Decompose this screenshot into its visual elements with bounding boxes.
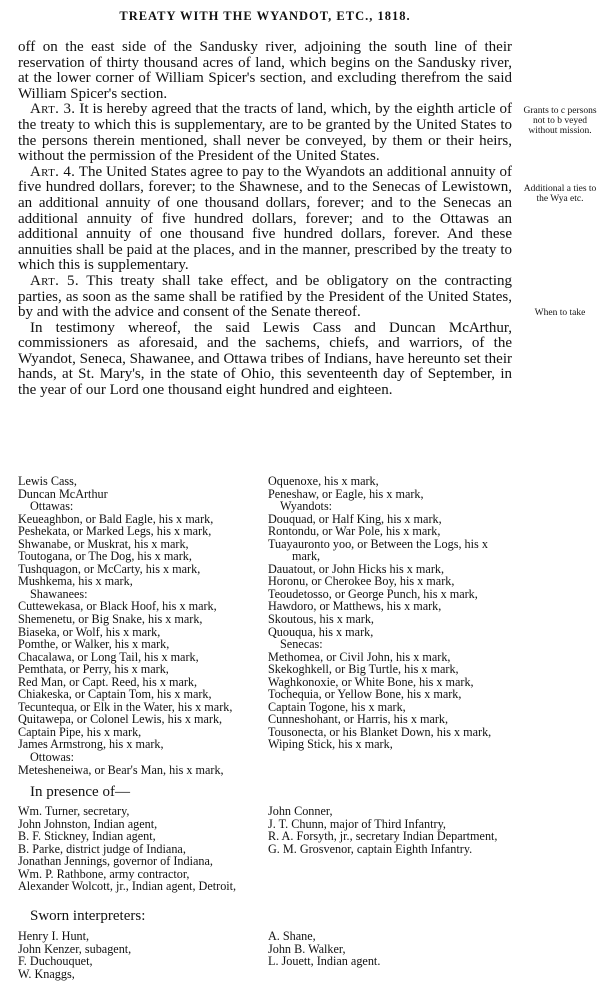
article-5 [18,274,512,321]
witness-line: B. Parke, district judge of Indiana, [18,841,186,856]
signature-line: Lewis Cass, [18,474,77,488]
tribe-heading: Shawanees: [30,586,88,601]
signature-line: Shwanabe, or Muskrat, his x mark, [18,536,189,551]
signature-line: Wiping Stick, his x mark, [268,737,393,752]
signature-line: Red Man, or Capt. Reed, his x mark, [18,674,198,689]
signature-line: Captain Togone, his x mark, [268,699,406,714]
signature-line: Chiakeska, or Captain Tom, his x mark, [18,687,212,702]
signatures-right-column [268,475,513,751]
witness-line: B. F. Stickney, Indian agent, [18,829,156,844]
signature-line: Methomea, or Civil John, his x mark, [268,649,451,664]
signature-line: Rontondu, or War Pole, his x mark, [268,524,441,539]
signature-line: Peshekata, or Marked Legs, his x mark, [18,524,212,539]
signature-line: Duncan McArthur [18,486,108,501]
signature-line: Horonu, or Cherokee Boy, his x mark, [268,574,455,589]
witness-line: John Conner, [268,804,333,818]
witness-line: Wm. P. Rathbone, army contractor, [18,866,190,881]
interpreter-line: John B. Walker, [268,941,346,956]
interpreter-line: Henry I. Hunt, [18,929,90,943]
presence-title: In presence of— [30,784,130,800]
signature-line: Metesheneiwa, or Bear's Man, his x mark, [18,762,224,777]
tribe-heading: Ottowas: [30,750,75,765]
tribe-heading: Ottawas: [30,499,74,514]
signature-line: Cunneshohant, or Harris, his x mark, [268,712,449,727]
signature-line: James Armstrong, his x mark, [18,737,164,752]
signature-line: Pemthata, or Perry, his x mark, [18,662,169,677]
article-5-label: Art. 5. [30,272,79,289]
signature-line: Oquenoxe, his x mark, [268,474,379,488]
tribe-heading: Senecas: [280,637,323,652]
article-4-label: Art. 4. [30,163,76,180]
treaty-body [18,40,512,399]
signature-line: Skoutous, his x mark, [268,612,374,627]
article-3-text: It is hereby agreed that the tracts of land, which, by the eighth article of the treaty to which this is supplementary, are to be granted by the United States to the persons therein mentioned, shall never be conveyed, by them or their heirs, without the permission of the President of the United States. [18,101,513,165]
presence-right-column [268,805,513,855]
signatures-left-column [18,475,263,776]
interpreter-line: A. Shane, [268,929,316,943]
signature-line: Tousonecta, or his Blanket Down, his x mark, [268,724,492,739]
signature-line: Pomthe, or Walker, his x mark, [18,637,170,652]
margin-note-grants: Grants to c persons not to b veyed without mission. [523,106,597,136]
interpreter-line: F. Duchouquet, [18,954,93,969]
witness-line: Alexander Wolcott, jr., Indian agent, Detroit, [18,879,237,894]
page-header: TREATY WITH THE WYANDOT, ETC., 1818. [119,9,411,23]
margin-note-annuities: Additional a ties to the Wya etc. [523,184,597,204]
article-3-label: Art. 3. [30,101,76,118]
interpreter-line: W. Knaggs, [18,966,75,981]
witness-line: John Johnston, Indian agent, [18,816,158,831]
signature-line: Hawdoro, or Matthews, his x mark, [268,599,442,614]
presence-left-column [18,805,263,893]
article-4 [18,165,512,274]
witness-line: G. M. Grosvenor, captain Eighth Infantry. [268,841,473,856]
witness-line: R. A. Forsyth, jr., secretary Indian Department, [268,829,498,844]
signature-line: Quouqua, his x mark, [268,624,374,639]
signature-line: Captain Pipe, his x mark, [18,724,142,739]
article-5-text: This treaty shall take effect, and be obligatory on the contracting parties, as soon as the same shall be ratified by the President of the United States, by and with the advice and consent of the Senate thereof. [18,272,512,321]
signature-line: Biaseka, or Wolf, his x mark, [18,624,161,639]
witness-line: J. T. Chunn, major of Third Infantry, [268,816,446,831]
signature-line: Skekoghkell, or Big Turtle, his x mark, [268,662,459,677]
interpreters-title: Sworn interpreters: [30,908,146,924]
signature-line: Tecuntequa, or Elk in the Water, his x mark, [18,699,233,714]
signature-line: Keueaghbon, or Bald Eagle, his x mark, [18,511,214,526]
signature-line: Waghkonoxie, or White Bone, his x mark, [268,674,474,689]
article-3 [18,102,512,164]
tribe-heading: Wyandots: [280,499,333,514]
signature-line: Teoudetosso, or George Punch, his x mark, [268,586,478,601]
signature-line: Peneshaw, or Eagle, his x mark, [268,486,424,501]
signature-line: Quitawepa, or Colonel Lewis, his x mark, [18,712,223,727]
witness-line: Jonathan Jennings, governor of Indiana, [18,854,213,869]
interpreters-left-column [18,930,263,980]
interpreters-right-column [268,930,513,968]
margin-note-effect: When to take [534,308,586,318]
signature-line: Toutogana, or The Dog, his x mark, [18,549,192,564]
signature-line: Shemenetu, or Big Snake, his x mark, [18,612,203,627]
signature-line: Mushkema, his x mark, [18,574,133,589]
interpreter-line: L. Jouett, Indian agent. [268,954,381,969]
testimony-paragraph: In testimony whereof, the said Lewis Cass and Duncan McArthur, commissioners as aforesaid, and the sachems, chiefs, and warriors, of the Wyandot, Seneca, Shawanee, and Ottawa tribes of Indians, have hereunto set their hands, at St. Mary's, in the state of Ohio, this seventeenth day of September, in the year of our Lord one thousand eight hundred and eighteen. [18,319,512,399]
signature-line: Cuttewekasa, or Black Hoof, his x mark, [18,599,217,614]
signature-line: Tushquagon, or McCarty, his x mark, [18,561,201,576]
signature-line: Tochequia, or Yellow Bone, his x mark, [268,687,462,702]
signature-line: Dauatout, or John Hicks his x mark, [268,561,445,576]
signature-line: Douquad, or Half King, his x mark, [268,511,442,526]
signature-line: Tuayauronto yoo, or Between the Logs, his x mark, [268,536,488,564]
paragraph-continuation: off on the east side of the Sandusky river, adjoining the south line of their reservation of thirty thousand acres of land, which begins on the Sandusky river, at the lower corner of William Spicer's section, and excluding therefrom the said William Spicer's section. [18,39,512,102]
signature-line: Chacalawa, or Long Tail, his x mark, [18,649,199,664]
article-4-text: The United States agree to pay to the Wyandots an additional annuity of five hundred dollars, forever; to the Shawnese, and to the Senecas of Lewistown, an additional annuity of one thousand dollars, forever; and to the Senecas an additional annuity of five hundred dollars, forever; and to the Ottawas an additional annuity of one thousand five hundred dollars, forever. And these annuities shall be paid at the places, and in the manner, prescribed by the treaty to which this is supplementary. [18,163,513,274]
interpreter-line: John Kenzer, subagent, [18,941,132,956]
witness-line: Wm. Turner, secretary, [18,804,130,818]
